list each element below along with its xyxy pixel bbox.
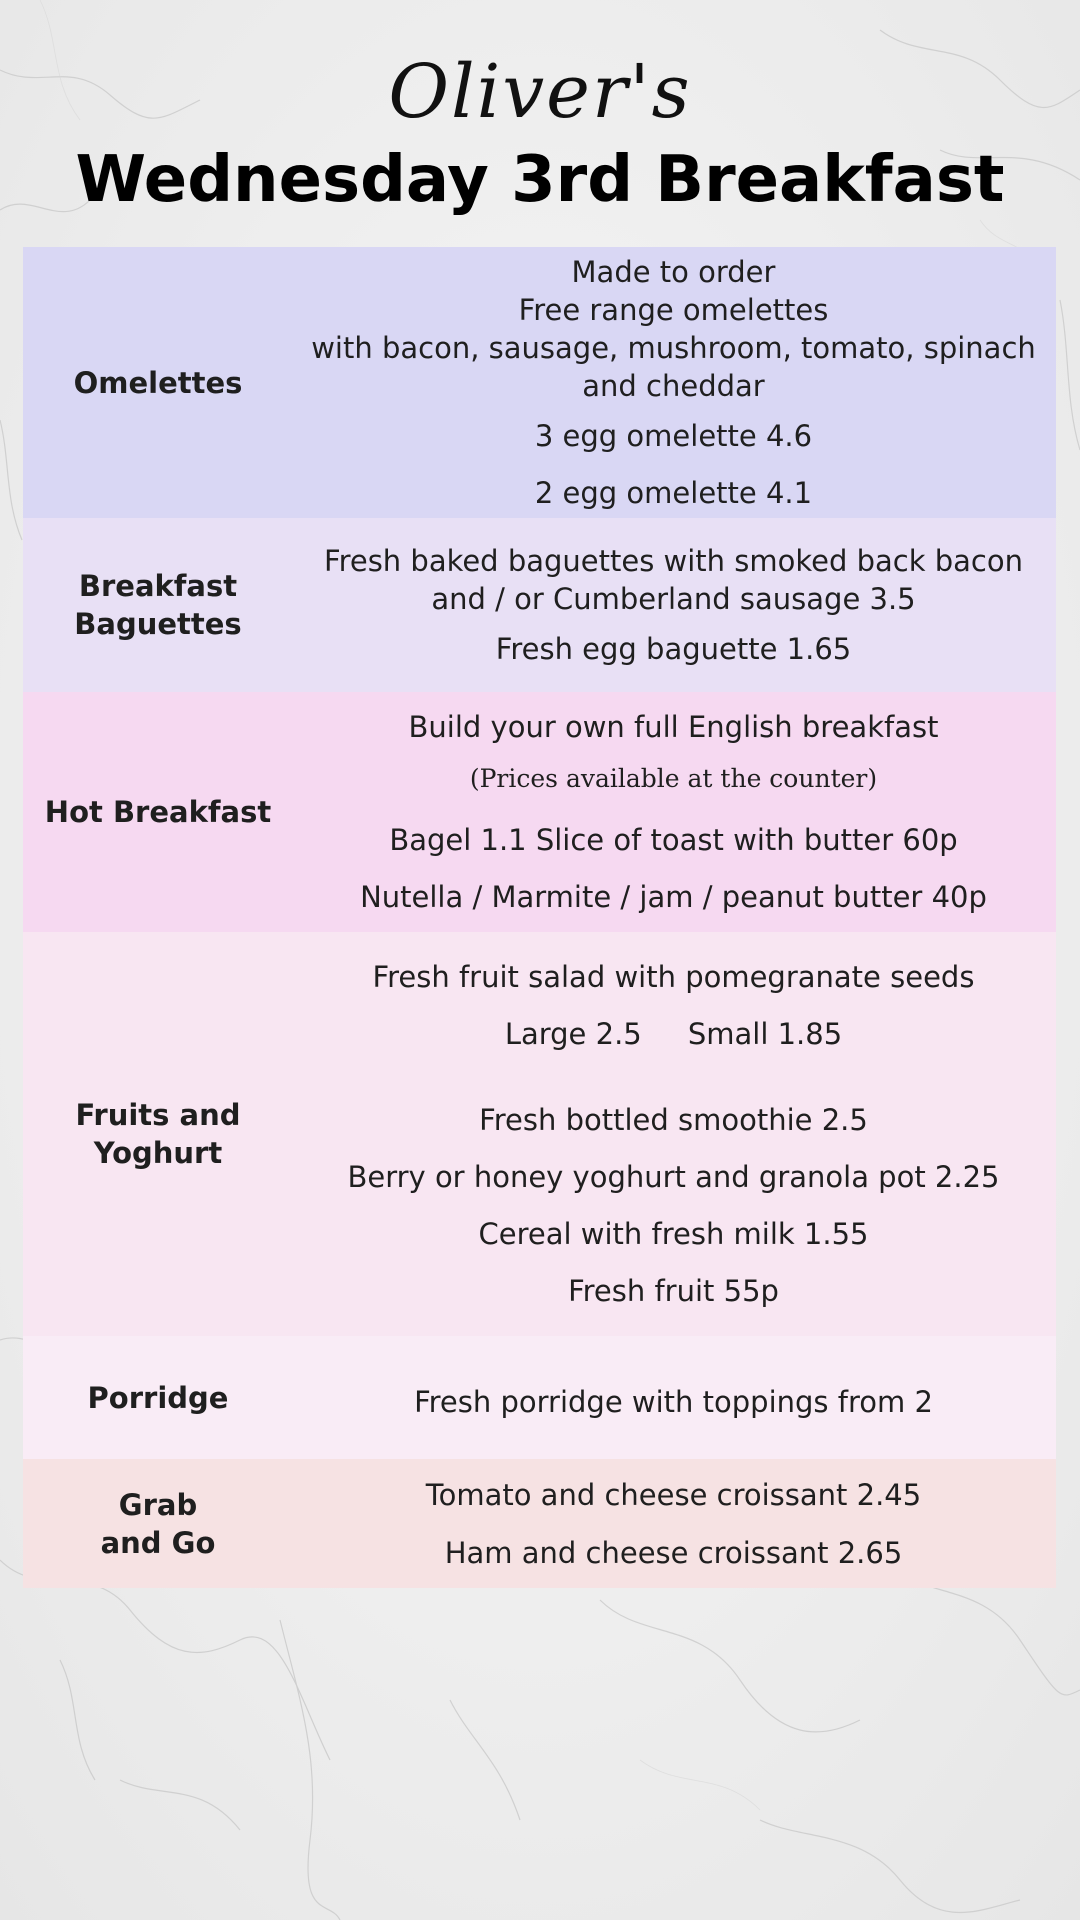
section-items-breakfast-baguettes (291, 518, 1056, 692)
section-breakfast-baguettes (23, 518, 1056, 692)
section-label-fruits-and-yoghurt: Fruits and Yoghurt (75, 1098, 241, 1170)
section-porridge (23, 1336, 1056, 1459)
menu-item: Fresh baked baguettes with smoked back bacon and / or Cumberland sausage 3.5 (324, 544, 1023, 616)
section-label-porridge: Porridge (87, 1380, 229, 1415)
menu-item: Cereal with fresh milk 1.55 (478, 1217, 869, 1251)
menu-item: Fresh fruit salad with pomegranate seeds (372, 960, 975, 994)
brand-logo-text: Oliver's (388, 49, 692, 135)
menu-item: Made to order (571, 255, 776, 289)
section-items-hot-breakfast (291, 692, 1056, 932)
section-omelettes (23, 247, 1056, 518)
section-label-hot-breakfast: Hot Breakfast (44, 795, 272, 829)
menu-item: 3 egg omelette 4.6 (534, 419, 813, 453)
menu-item: Build your own full English breakfast (408, 710, 939, 744)
section-label-omelettes: Omelettes (73, 365, 243, 400)
section-grab-and-go (23, 1459, 1056, 1588)
menu-item: Fresh bottled smoothie 2.5 (479, 1103, 868, 1137)
menu-item: Ham and cheese croissant 2.65 (444, 1535, 903, 1570)
section-items-grab-and-go (291, 1459, 1056, 1588)
menu-item: Fresh porridge with toppings from 2 (414, 1384, 933, 1419)
menu-item: Tomato and cheese croissant 2.45 (425, 1477, 922, 1512)
menu-item: Large 2.5 Small 1.85 (504, 1017, 843, 1051)
menu-item: Bagel 1.1 Slice of toast with butter 60p (389, 823, 958, 857)
section-label-breakfast-baguettes: Breakfast Baguettes (74, 569, 242, 641)
section-fruits-and-yoghurt (23, 932, 1056, 1336)
menu-item: 2 egg omelette 4.1 (534, 476, 813, 510)
menu-note: (Prices available at the counter) (469, 764, 878, 793)
menu-item: with bacon, sausage, mushroom, tomato, spinach and cheddar (311, 331, 1036, 403)
section-items-fruits-and-yoghurt (291, 932, 1056, 1336)
section-items-porridge (291, 1336, 1056, 1459)
menu-item: Nutella / Marmite / jam / peanut butter 40p (360, 880, 987, 914)
section-hot-breakfast (23, 692, 1056, 932)
menu-item: Free range omelettes (518, 293, 829, 327)
menu-item: Berry or honey yoghurt and granola pot 2.25 (347, 1160, 1000, 1194)
menu-item: Fresh fruit 55p (568, 1274, 779, 1308)
section-items-omelettes (291, 247, 1056, 518)
page-title: Wednesday 3rd Breakfast (75, 143, 1005, 217)
menu-table (23, 247, 1056, 1588)
menu-item: Fresh egg baguette 1.65 (495, 632, 852, 666)
section-label-grab-and-go: Grab and Go (100, 1487, 216, 1560)
